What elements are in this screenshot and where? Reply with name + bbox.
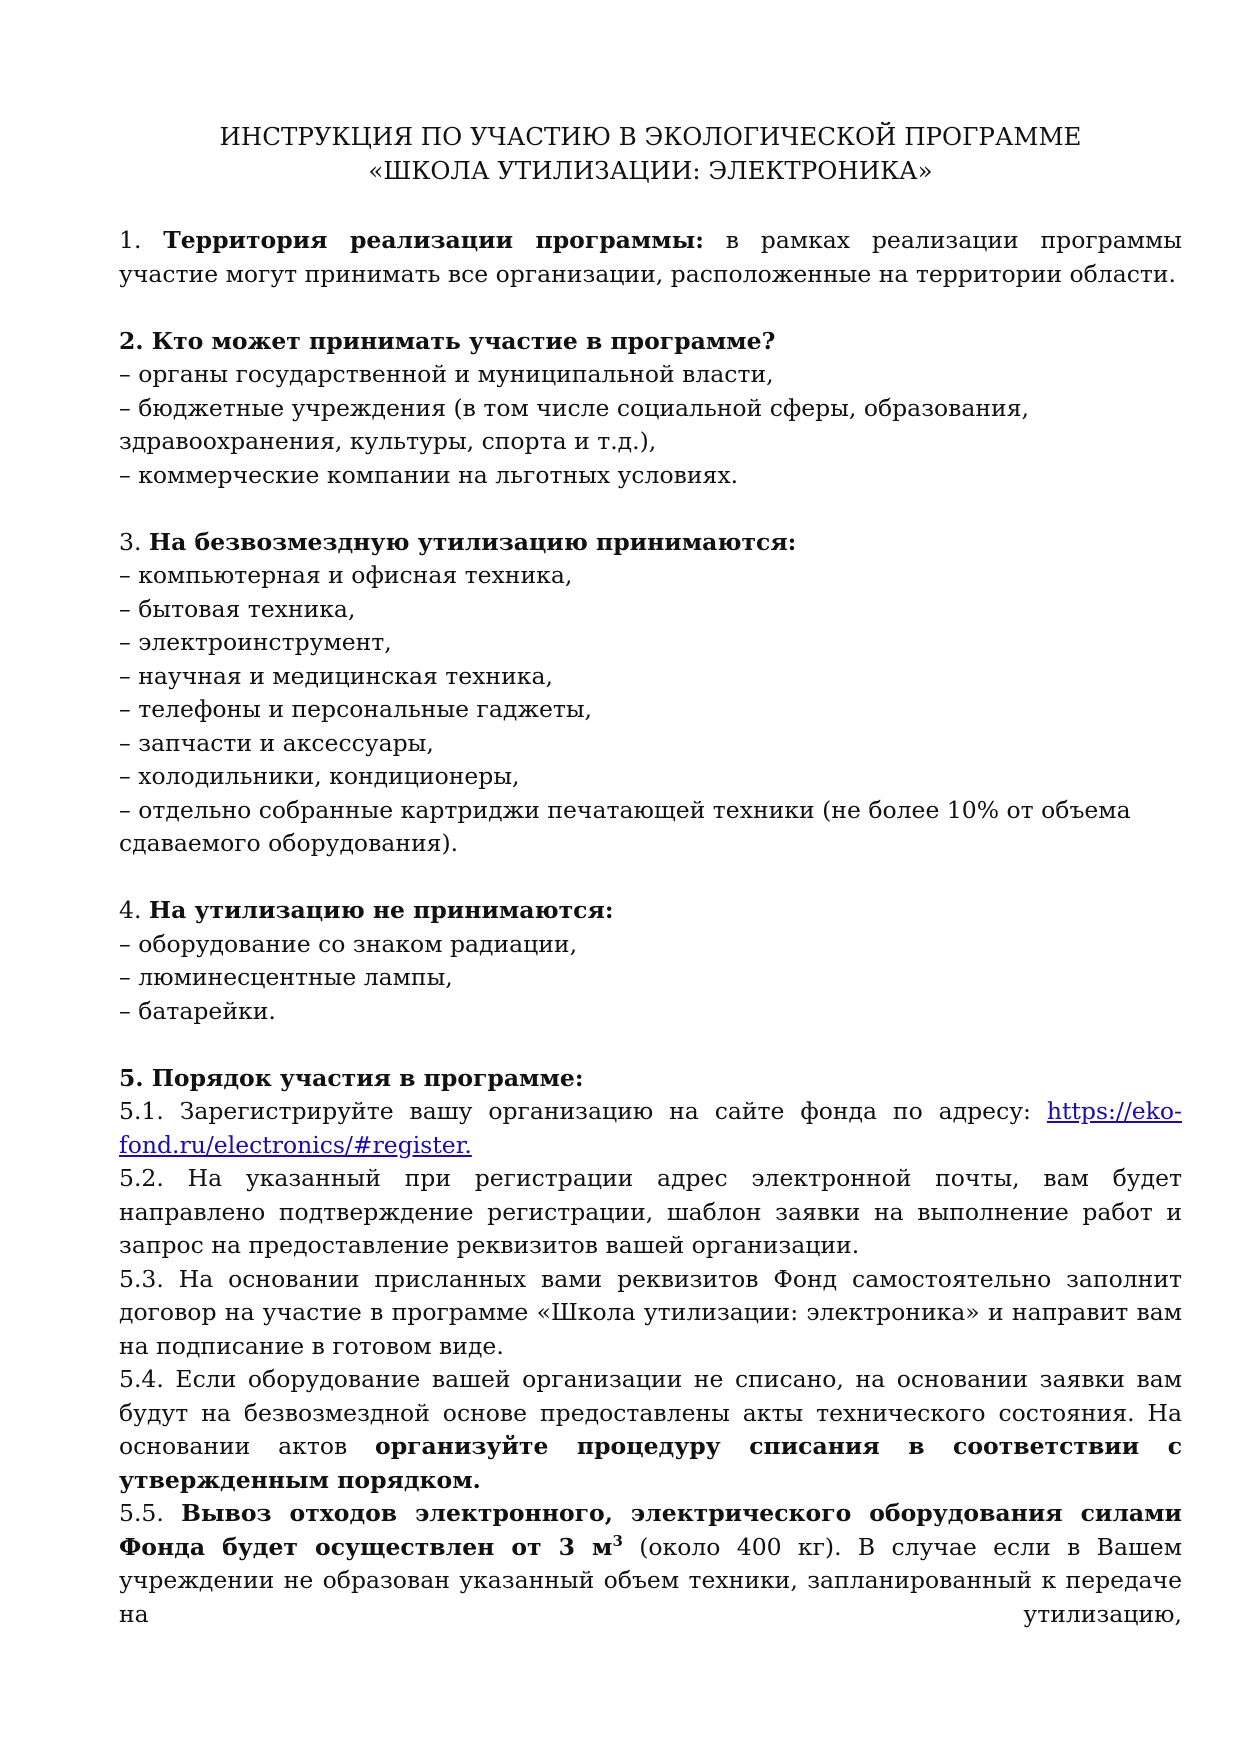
document-title [119, 120, 1182, 188]
not-accepted-items-list [119, 928, 1182, 1029]
step-5-5-number: 5.5. [119, 1499, 182, 1527]
section-4-heading [119, 894, 1182, 928]
section-4-not-accepted [119, 894, 1182, 1028]
step-5-4-bold: организуйте процедуру списания в соответствии с утвержденным порядком. [119, 1432, 1182, 1494]
section-1-paragraph [119, 224, 1182, 291]
list-item: – отдельно собранные картриджи печатающей техники (не более 10% от объема сдаваемого оборудования). [119, 795, 1131, 857]
participants-list [119, 358, 1182, 492]
section-3-heading-text: На безвозмездную утилизацию принимаются: [148, 527, 797, 556]
section-5-heading-text: 5. Порядок участия в программе: [119, 1063, 584, 1092]
list-item: – бюджетные учреждения (в том числе социальной сферы, образования, здравоохранения, культуры, спорта и т.д.), [119, 393, 1030, 455]
section-1-territory [119, 224, 1182, 291]
step-5-5-paragraph [119, 1497, 1182, 1631]
section-2-heading [119, 325, 1182, 359]
step-5-3-paragraph: 5.3. На основании присланных вами реквизитов Фонд самостоятельно заполнит договор на участие в программе «Школа утилизации: электроника» и направит вам на подписание в готовом виде. [119, 1264, 1182, 1360]
section-3-number: 3. [119, 527, 149, 556]
list-item: – люминесцентные лампы, [119, 963, 453, 991]
list-item: – холодильники, кондиционеры, [119, 762, 520, 790]
section-1-number: 1. [119, 226, 164, 254]
list-item: – органы государственной и муниципальной власти, [119, 360, 774, 388]
step-5-5-text: (около 400 кг). В случае если в Вашем учреждении не образован указанный объем техники, запланированный к передаче на утилизацию, [119, 1532, 1182, 1628]
step-5-4-paragraph [119, 1363, 1182, 1497]
list-item: – компьютерная и офисная техника, [119, 561, 573, 589]
section-2-participants [119, 325, 1182, 493]
section-5-heading [119, 1062, 1182, 1096]
section-4-heading-text: На утилизацию не принимаются: [148, 896, 614, 924]
title-line-2: «ШКОЛА УТИЛИЗАЦИИ: ЭЛЕКТРОНИКА» [368, 156, 933, 185]
list-item: – оборудование со знаком радиации, [119, 929, 578, 958]
list-item: – телефоны и персональные гаджеты, [119, 695, 593, 723]
section-4-number: 4. [119, 896, 149, 924]
step-5-1-text: 5.1. Зарегистрируйте вашу организацию на сайте фонда по адресу: [119, 1097, 1047, 1125]
step-5-1-paragraph [119, 1095, 1182, 1162]
step-5-5-bold-text: Вывоз отходов электронного, электрического оборудования силами Фонда будет осуществлен от 3 м [119, 1499, 1182, 1561]
section-2-heading-text: 2. Кто может принимать участие в программе? [119, 326, 776, 355]
list-item: – запчасти и аксессуары, [119, 728, 434, 757]
list-item: – электроинструмент, [119, 628, 392, 656]
list-item: – научная и медицинская техника, [119, 661, 553, 690]
cubic-superscript: 3 [612, 1531, 623, 1550]
list-item: – бытовая техника, [119, 594, 356, 623]
accepted-items-list [119, 559, 1182, 861]
list-item: – батарейки. [119, 996, 276, 1025]
section-5-procedure [119, 1062, 1182, 1632]
list-item: – коммерческие компании на льготных условиях. [119, 460, 739, 489]
document-content [119, 120, 1182, 1631]
section-3-heading [119, 526, 1182, 560]
section-1-text: в рамках реализации программы участие могут принимать все организации, расположенные на территории области. [119, 226, 1182, 288]
step-5-4-text: 5.4. Если оборудование вашей организации не списано, на основании заявки вам будут на безвозмездной основе предоставлены акты технического состояния. На основании актов [119, 1365, 1182, 1460]
section-1-heading: Территория реализации программы: [163, 226, 704, 254]
register-link[interactable]: https://eko-fond.ru/electronics/#register. [119, 1097, 1182, 1159]
title-line-1: ИНСТРУКЦИЯ ПО УЧАСТИЮ В ЭКОЛОГИЧЕСКОЙ ПРОГРАММЕ [219, 122, 1082, 151]
section-3-accepted [119, 526, 1182, 861]
step-5-2-paragraph: 5.2. На указанный при регистрации адрес электронной почты, вам будет направлено подтверждение регистрации, шаблон заявки на выполнение работ и запрос на предоставление реквизитов вашей организации. [119, 1164, 1182, 1259]
